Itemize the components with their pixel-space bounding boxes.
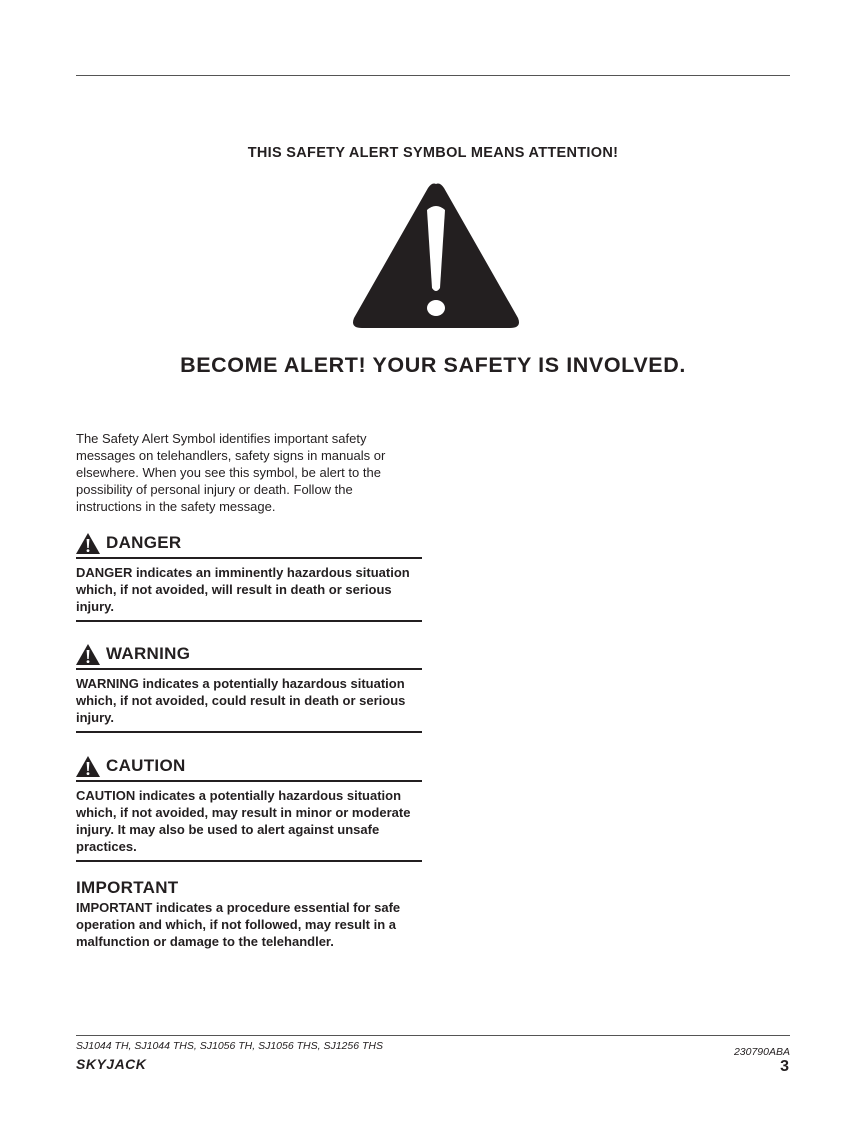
caution-rule-bottom (76, 860, 422, 862)
caution-section (76, 755, 422, 862)
warning-title: WARNING (106, 644, 191, 663)
caution-rule-top (76, 780, 422, 782)
intro-paragraph: The Safety Alert Symbol identifies important safety messages on telehandlers, safety signs in manuals or elsewhere. When you see this symbol, be alert to the possibility of personal injury or death. Follow the instructions in the safety message. (76, 431, 386, 514)
danger-alert-icon (76, 533, 100, 554)
warning-triangle-icon (350, 180, 522, 332)
danger-rule-top (76, 557, 422, 559)
warning-rule-bottom (76, 731, 422, 733)
caution-title: CAUTION (106, 756, 186, 775)
danger-section (76, 532, 422, 622)
page-number: 3 (780, 1058, 789, 1075)
warning-rule-top (76, 668, 422, 670)
warning-alert-icon (76, 644, 100, 665)
headline: BECOME ALERT! YOUR SAFETY IS INVOLVED. (180, 353, 686, 377)
warning-body: WARNING indicates a potentially hazardous situation which, if not avoided, could result in death or serious injury. (76, 676, 406, 725)
danger-title: DANGER (106, 533, 182, 552)
alert-title: THIS SAFETY ALERT SYMBOL MEANS ATTENTION! (247, 145, 619, 161)
caution-body: CAUTION indicates a potentially hazardous situation which, if not avoided, may result in minor or moderate injury. It may also be used to alert against unsafe practices. (76, 788, 411, 854)
doc-number: 230790ABA (733, 1046, 790, 1058)
warning-header (76, 643, 422, 665)
footer-models: SJ1044 TH, SJ1044 THS, SJ1056 TH, SJ1056 THS, SJ1256 THS (76, 1040, 383, 1052)
important-section (76, 878, 422, 950)
brand-logo: SKYJACK (76, 1056, 147, 1072)
header-rule (76, 75, 790, 76)
danger-header (76, 532, 422, 554)
danger-body: DANGER indicates an imminently hazardous situation which, if not avoided, will result in death or serious injury. (76, 565, 410, 614)
danger-rule-bottom (76, 620, 422, 622)
caution-alert-icon (76, 756, 100, 777)
warning-section (76, 643, 422, 733)
footer-rule (76, 1035, 790, 1036)
important-body: IMPORTANT indicates a procedure essential for safe operation and which, if not followed, may result in a malfunction or damage to the telehandler. (76, 900, 401, 949)
important-title: IMPORTANT (76, 878, 179, 897)
caution-header (76, 755, 422, 777)
